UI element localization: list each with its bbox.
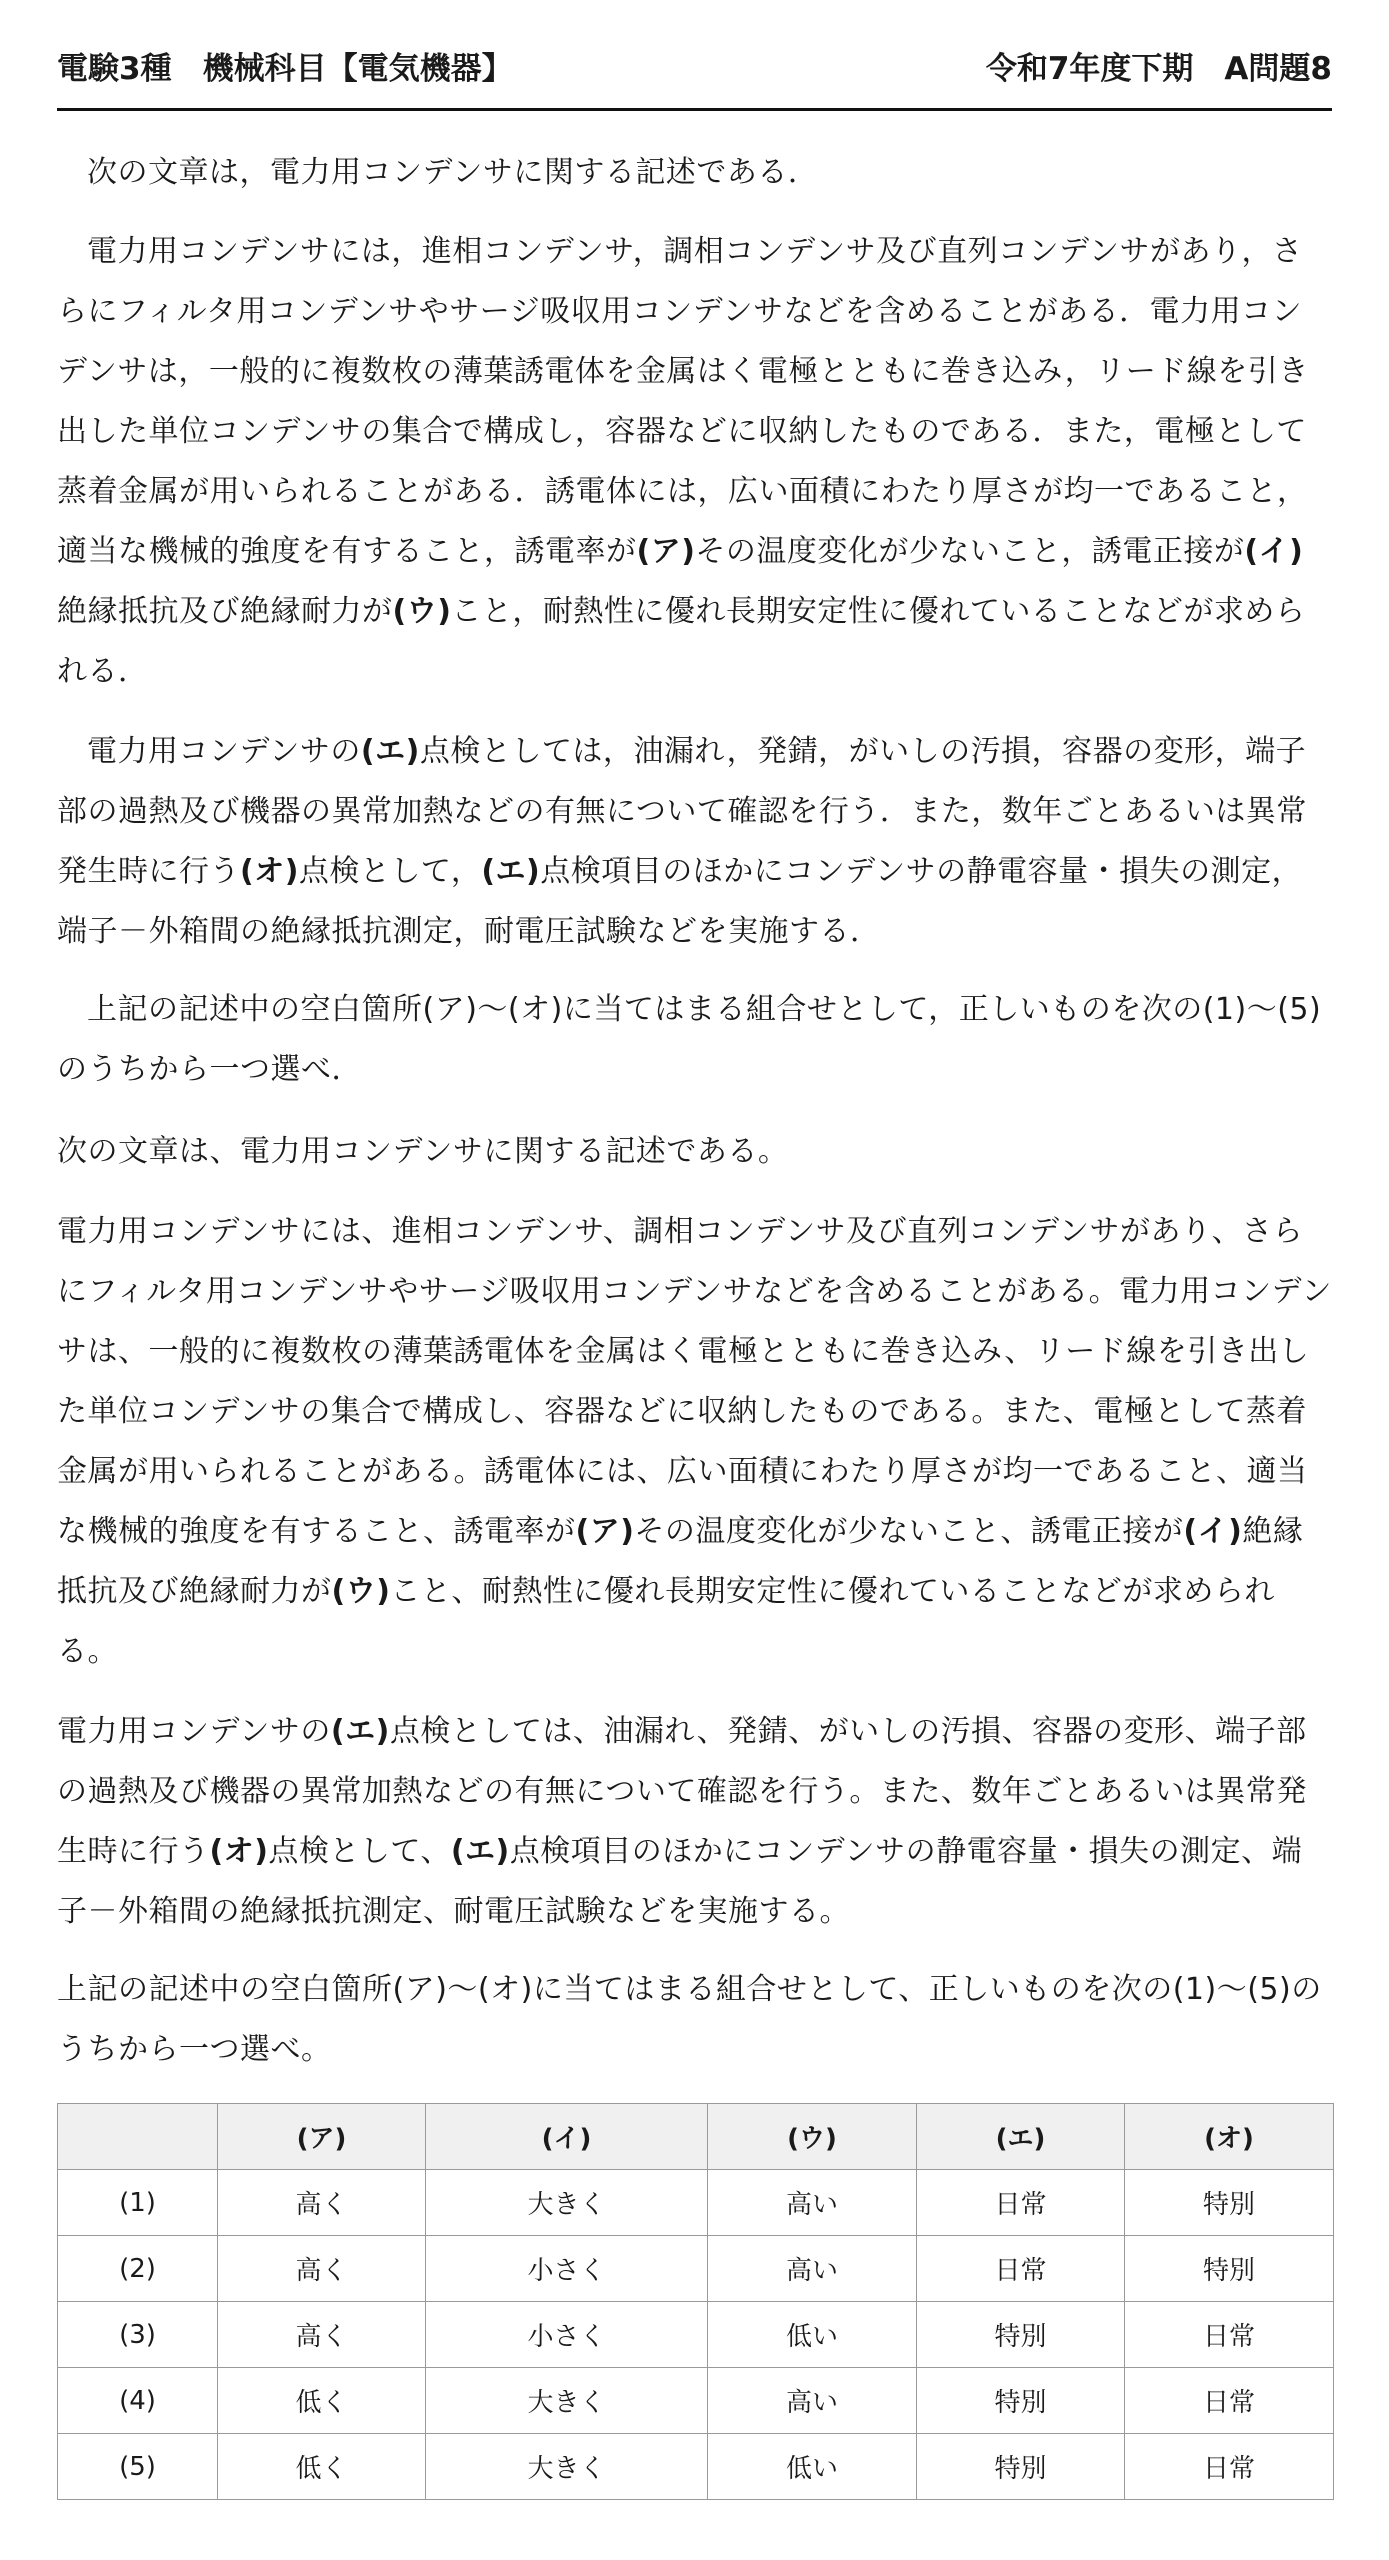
table-cell: 特別 (1125, 2236, 1334, 2302)
blank-i: (イ) (1183, 1514, 1243, 1549)
blank-e: (エ) (330, 1714, 390, 1749)
table-header-row (58, 2104, 1334, 2170)
table-cell: 低く (218, 2434, 426, 2500)
blank-o: (オ) (209, 1834, 269, 1869)
paragraph-1-b: 電力用コンデンサには、進相コンデンサ、調相コンデンサ及び直列コンデンサがあり、さらにフィルタ用コンデンサやサージ吸収用コンデンサなどを含めることがある。電力用コンデンサは、一般的に複数枚の薄葉誘電体を金属はく電極とともに巻き込み、リード線を引き出した単位コンデンサの集合で構成し、容器などに収納したものである。また、電極として蒸着金属が用いられることがある。誘電体には、広い面積にわたり厚さが均一であること、適当な機械的強度を有すること、誘電率が(ア)その温度変化が少ないこと、誘電正接が(イ)絶縁抵抗及び絶縁耐力が(ウ)こと、耐熱性に優れ長期安定性に優れていることなどが求められる。 (57, 1214, 1332, 1669)
header-cell: (イ) (426, 2104, 708, 2170)
table-row (58, 2170, 1334, 2236)
blank-e-2: (エ) (481, 854, 541, 889)
choice-number: (4) (58, 2368, 218, 2434)
blank-o: (オ) (240, 854, 299, 889)
choice-number: (2) (58, 2236, 218, 2302)
header-cell: (オ) (1125, 2104, 1334, 2170)
header (57, 40, 1332, 90)
table-row (58, 2236, 1334, 2302)
table-cell: 特別 (917, 2302, 1125, 2368)
choice-number: (3) (58, 2302, 218, 2368)
table-cell: 大きく (426, 2170, 708, 2236)
blank-e: (エ) (360, 734, 420, 769)
table-cell: 大きく (426, 2368, 708, 2434)
header-cell (58, 2104, 218, 2170)
table-cell: 日常 (1125, 2434, 1334, 2500)
blank-a: (ア) (636, 534, 696, 569)
table-cell: 高い (708, 2236, 917, 2302)
blank-e-2: (エ) (450, 1834, 510, 1869)
question-a: 上記の記述中の空白箇所(ア)～(オ)に当てはまる組合せとして，正しいものを次の(1)～(5)のうちから一つ選べ． (57, 992, 1322, 1087)
question-b: 上記の記述中の空白箇所(ア)～(オ)に当てはまる組合せとして、正しいものを次の(1)～(5)のうちから一つ選べ。 (57, 1972, 1322, 2067)
table-cell: 特別 (1125, 2170, 1334, 2236)
table-cell: 日常 (1125, 2368, 1334, 2434)
table-cell: 高い (708, 2170, 917, 2236)
table-cell: 大きく (426, 2434, 708, 2500)
header-cell: (ア) (218, 2104, 426, 2170)
table-cell: 日常 (1125, 2302, 1334, 2368)
table-cell: 日常 (917, 2236, 1125, 2302)
intro-b: 次の文章は、電力用コンデンサに関する記述である。 (57, 1134, 789, 1169)
header-subject: 電験3種 機械科目【電気機器】 (57, 50, 513, 87)
table-cell: 低く (218, 2368, 426, 2434)
table-row (58, 2434, 1334, 2500)
table-cell: 低い (708, 2434, 917, 2500)
blank-u: (ウ) (331, 1574, 391, 1609)
intro-a: 次の文章は，電力用コンデンサに関する記述である． (87, 155, 819, 190)
answer-table (57, 2103, 1334, 2500)
table-cell: 小さく (426, 2302, 708, 2368)
table-cell: 高く (218, 2236, 426, 2302)
table-cell: 低い (708, 2302, 917, 2368)
table-cell: 特別 (917, 2368, 1125, 2434)
choice-number: (5) (58, 2434, 218, 2500)
header-cell: (ウ) (708, 2104, 917, 2170)
blank-i: (イ) (1244, 534, 1304, 569)
table-cell: 高く (218, 2170, 426, 2236)
paragraph-2-b: 電力用コンデンサの(エ)点検としては、油漏れ、発錆、がいしの汚損、容器の変形、端子部の過熱及び機器の異常加熱などの有無について確認を行う。また、数年ごとあるいは異常発生時に行う(オ)点検として、(エ)点検項目のほかにコンデンサの静電容量・損失の測定、端子－外箱間の絶縁抵抗測定、耐電圧試験などを実施する。 (57, 1714, 1307, 1929)
choice-number: (1) (58, 2170, 218, 2236)
table-cell: 特別 (917, 2434, 1125, 2500)
table-cell: 日常 (917, 2170, 1125, 2236)
blank-a: (ア) (575, 1514, 635, 1549)
table-cell: 高く (218, 2302, 426, 2368)
blank-u: (ウ) (392, 594, 452, 629)
paragraph-1-a: 電力用コンデンサには，進相コンデンサ，調相コンデンサ及び直列コンデンサがあり，さらにフィルタ用コンデンサやサージ吸収用コンデンサなどを含めることがある．電力用コンデンサは，一般的に複数枚の薄葉誘電体を金属はく電極とともに巻き込み，リード線を引き出した単位コンデンサの集合で構成し，容器などに収納したものである．また，電極として蒸着金属が用いられることがある．誘電体には，広い面積にわたり厚さが均一であること，適当な機械的強度を有すること，誘電率が(ア)その温度変化が少ないこと，誘電正接が(イ)絶縁抵抗及び絶縁耐力が(ウ)こと，耐熱性に優れ長期安定性に優れていることなどが求められる． (57, 234, 1309, 689)
header-divider (57, 108, 1332, 111)
table-row (58, 2368, 1334, 2434)
header-cell: (エ) (917, 2104, 1125, 2170)
table-cell: 高い (708, 2368, 917, 2434)
table-cell: 小さく (426, 2236, 708, 2302)
paragraph-2-a: 電力用コンデンサの(エ)点検としては，油漏れ，発錆，がいしの汚損，容器の変形，端子部の過熱及び機器の異常加熱などの有無について確認を行う．また，数年ごとあるいは異常発生時に行う(オ)点検として，(エ)点検項目のほかにコンデンサの静電容量・損失の測定，端子－外箱間の絶縁抵抗測定，耐電圧試験などを実施する． (57, 734, 1307, 949)
table-row (58, 2302, 1334, 2368)
header-problem-id: 令和7年度下期 A問題8 (985, 50, 1332, 87)
